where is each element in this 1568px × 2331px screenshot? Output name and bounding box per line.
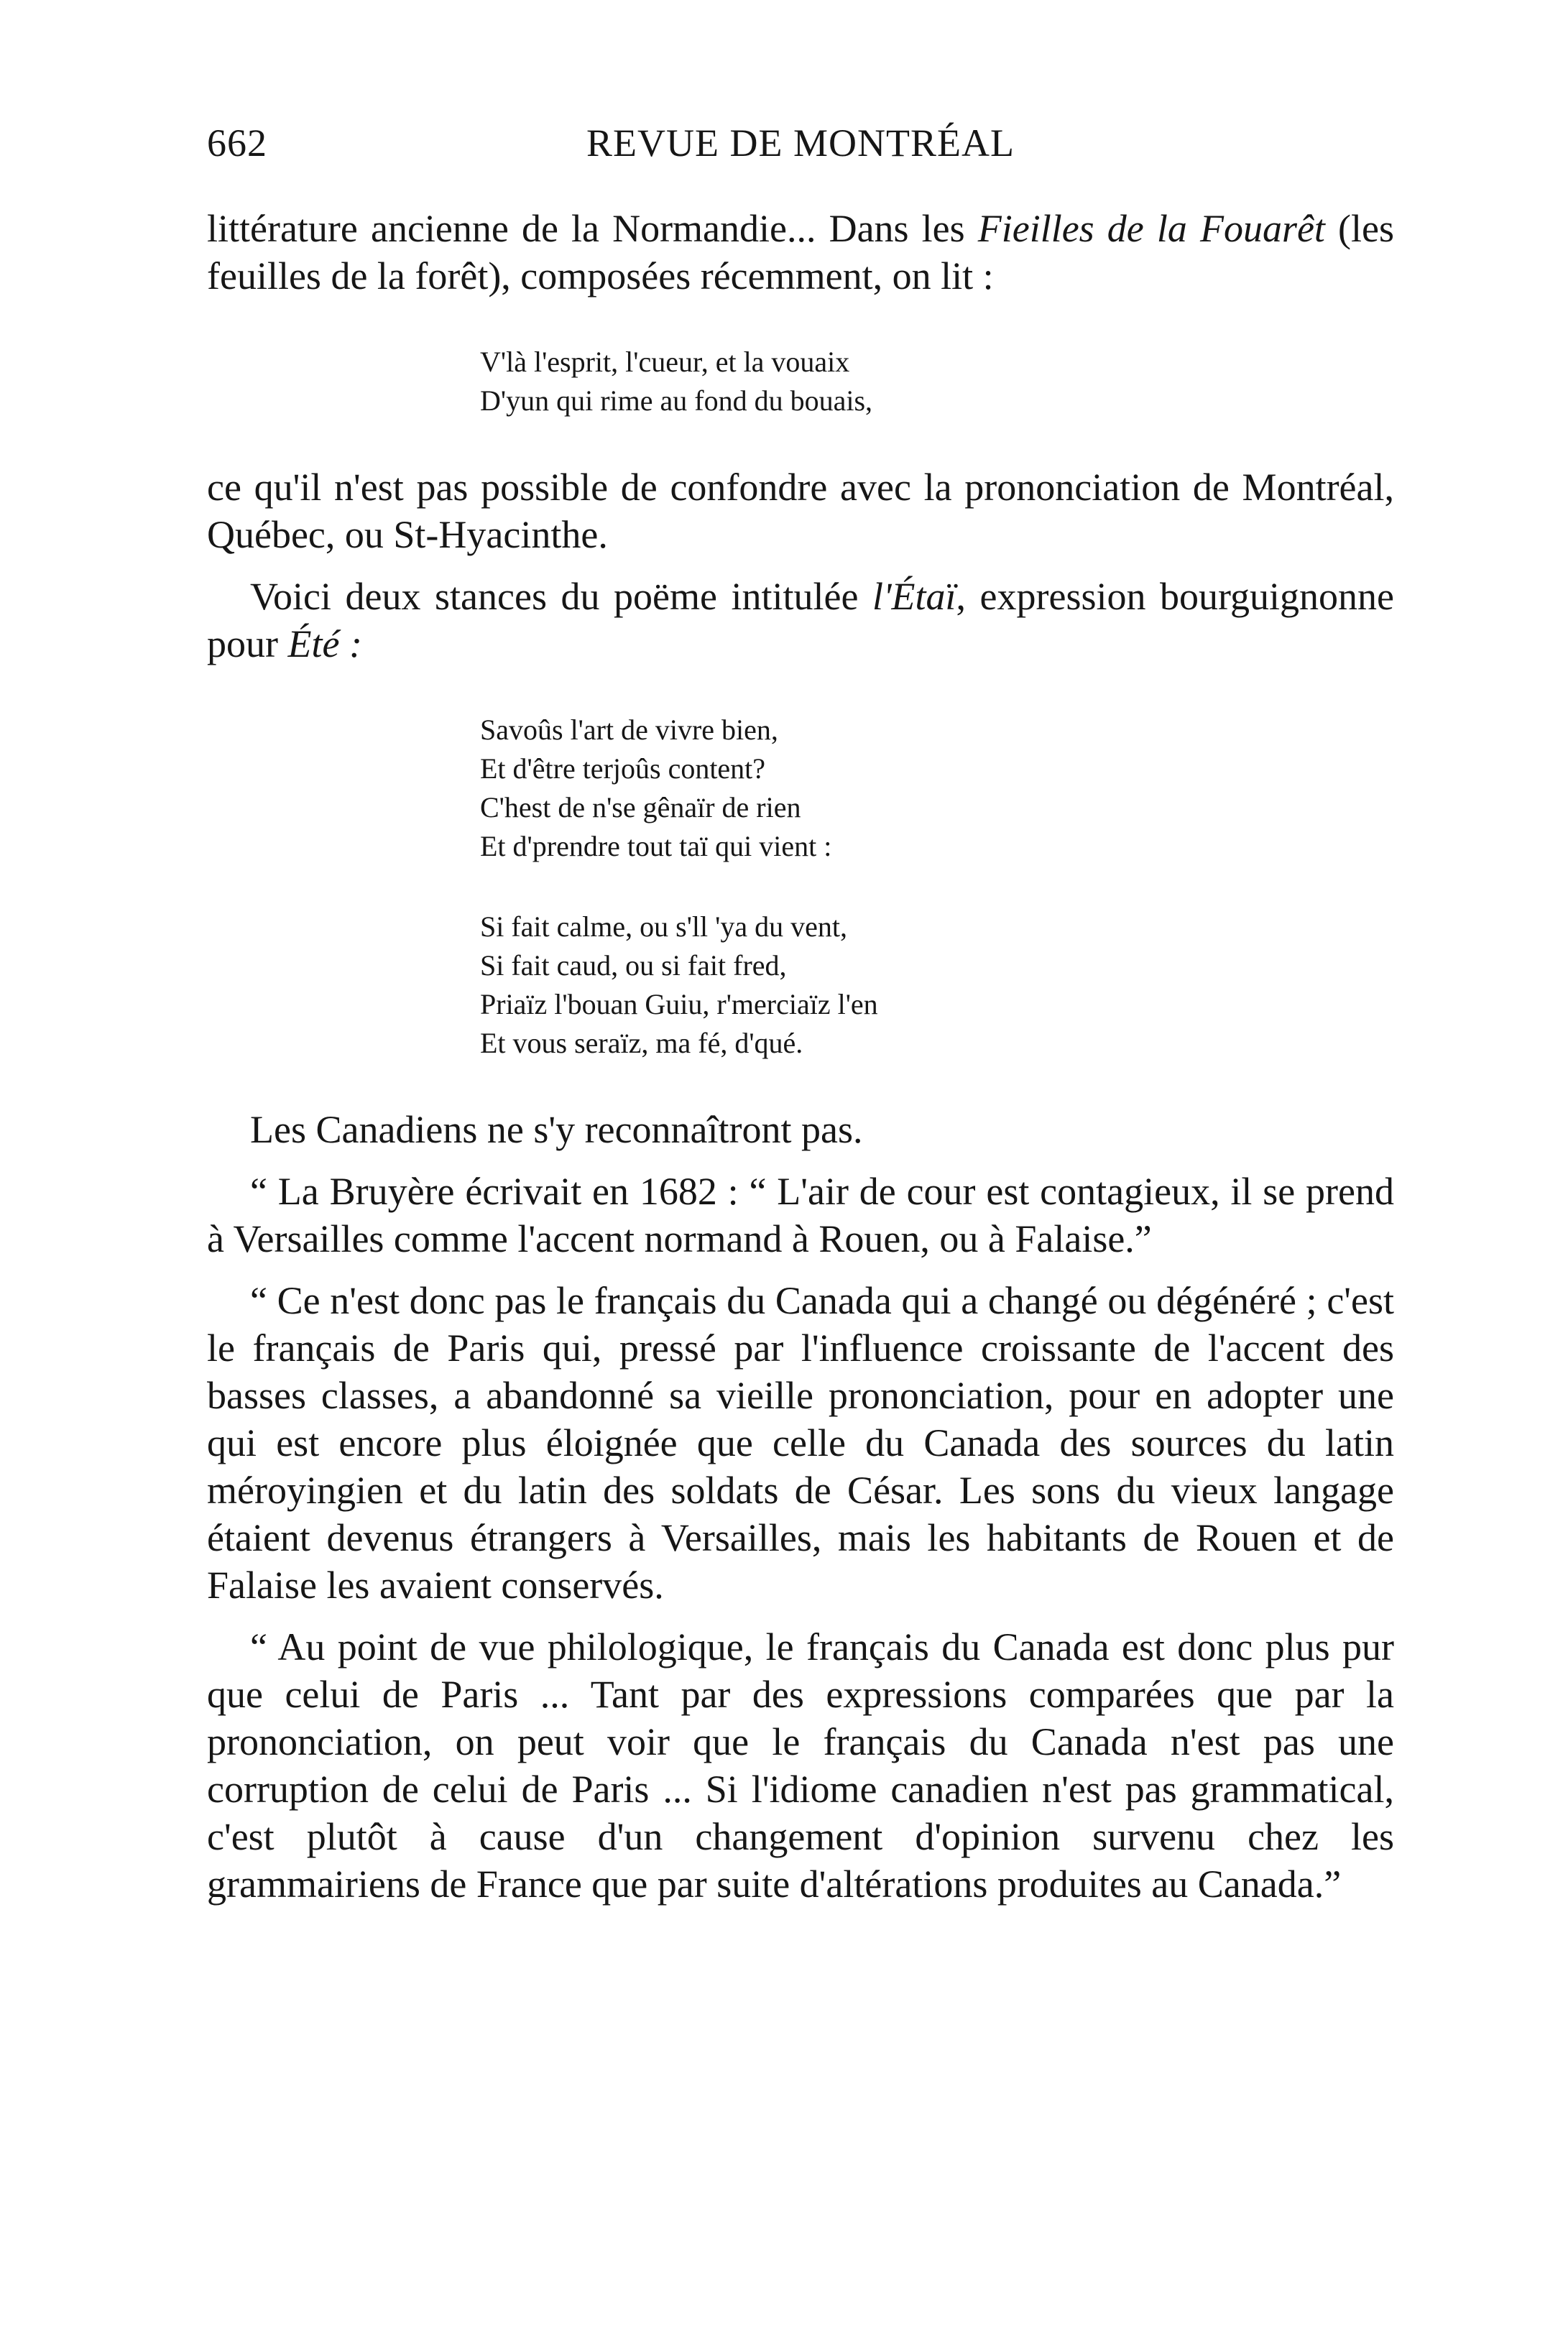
stanza-1 <box>480 711 1394 866</box>
paragraph-prononciation: ce qu'il n'est pas possible de confondre avec la prononciation de Montréal, Québec, ou St-Hyacinthe. <box>207 466 1394 556</box>
verse-line: Si fait calme, ou s'll 'ya du vent, <box>480 910 847 943</box>
verse-line: Et d'être terjoûs content? <box>480 752 766 785</box>
stanza-2 <box>480 908 1394 1063</box>
paragraph-la-bruyere: “ La Bruyère écrivait en 1682 : “ L'air de cour est contagieux, il se prend à Versailles comme l'accent normand à Rouen, ou à Falaise.” <box>207 1170 1394 1260</box>
verse-quote-1 <box>480 343 1394 420</box>
paragraph-canadiens: Les Canadiens ne s'y reconnaîtront pas. <box>250 1108 863 1151</box>
page-number: 662 <box>207 121 267 165</box>
page-header <box>207 121 1394 185</box>
body-text <box>207 205 1394 1922</box>
paragraph-francais-paris: “ Ce n'est donc pas le français du Canada qui a changé ou dégénéré ; c'est le français de Paris qui, pressé par l'influence croissante de l'accent des basses classes, a abandonné sa vieille prononciation, pour en adopter une qui est encore plus éloignée que celle du Canada des sources du latin méroyingien et du latin des soldats de César. Les sons du vieux langage étaient devenus étrangers à Versailles, mais les habitants de Rouen et de Falaise les avaient conservés. <box>207 1279 1394 1607</box>
paragraph-text: (les feuilles de la forêt), composées récemment, on lit : <box>207 207 1395 297</box>
verse-line: D'yun qui rime au fond du bouais, <box>480 384 873 417</box>
verse-line: V'là l'esprit, l'cueur, et la vouaix <box>480 346 850 378</box>
paragraph-normandie <box>207 205 1394 300</box>
paragraph-text: littérature ancienne de la Normandie... Dans les <box>207 207 978 250</box>
italic-word: Été : <box>287 622 362 665</box>
verse-line: Et vous seraïz, ma fé, d'qué. <box>480 1027 803 1059</box>
paragraph-philologique: “ Au point de vue philologique, le français du Canada est donc plus pur que celui de Paris ... Tant par des expressions comparées que par la prononciation, on peut voir que le français du Canada n'est pas une corruption de celui de Paris ... Si l'idiome canadien n'est pas grammatical, c'est plutôt à cause d'un changement d'opinion survenu chez les grammairiens de France que par suite d'altérations produites au Canada.” <box>207 1625 1394 1906</box>
verse-line: Et d'prendre tout taï qui vient : <box>480 830 832 862</box>
italic-title: Fieilles de la Fouarêt <box>977 207 1325 250</box>
paragraph-text: , expression bourguignonne pour <box>207 575 1394 665</box>
paragraph-text: Voici deux stances du poëme intitulée <box>250 575 872 618</box>
verse-line: Si fait caud, ou si fait fred, <box>480 949 787 982</box>
poem-stances <box>480 711 1394 1063</box>
verse-line: Priaïz l'bouan Guiu, r'merciaïz l'en <box>480 988 878 1020</box>
verse-line: C'hest de n'se gênaïr de rien <box>480 791 801 823</box>
paragraph-stances-intro <box>207 573 1394 668</box>
running-title: REVUE DE MONTRÉAL <box>586 121 1015 165</box>
verse-line: Savoûs l'art de vivre bien, <box>480 714 778 746</box>
italic-title: l'Étaï <box>872 575 956 618</box>
